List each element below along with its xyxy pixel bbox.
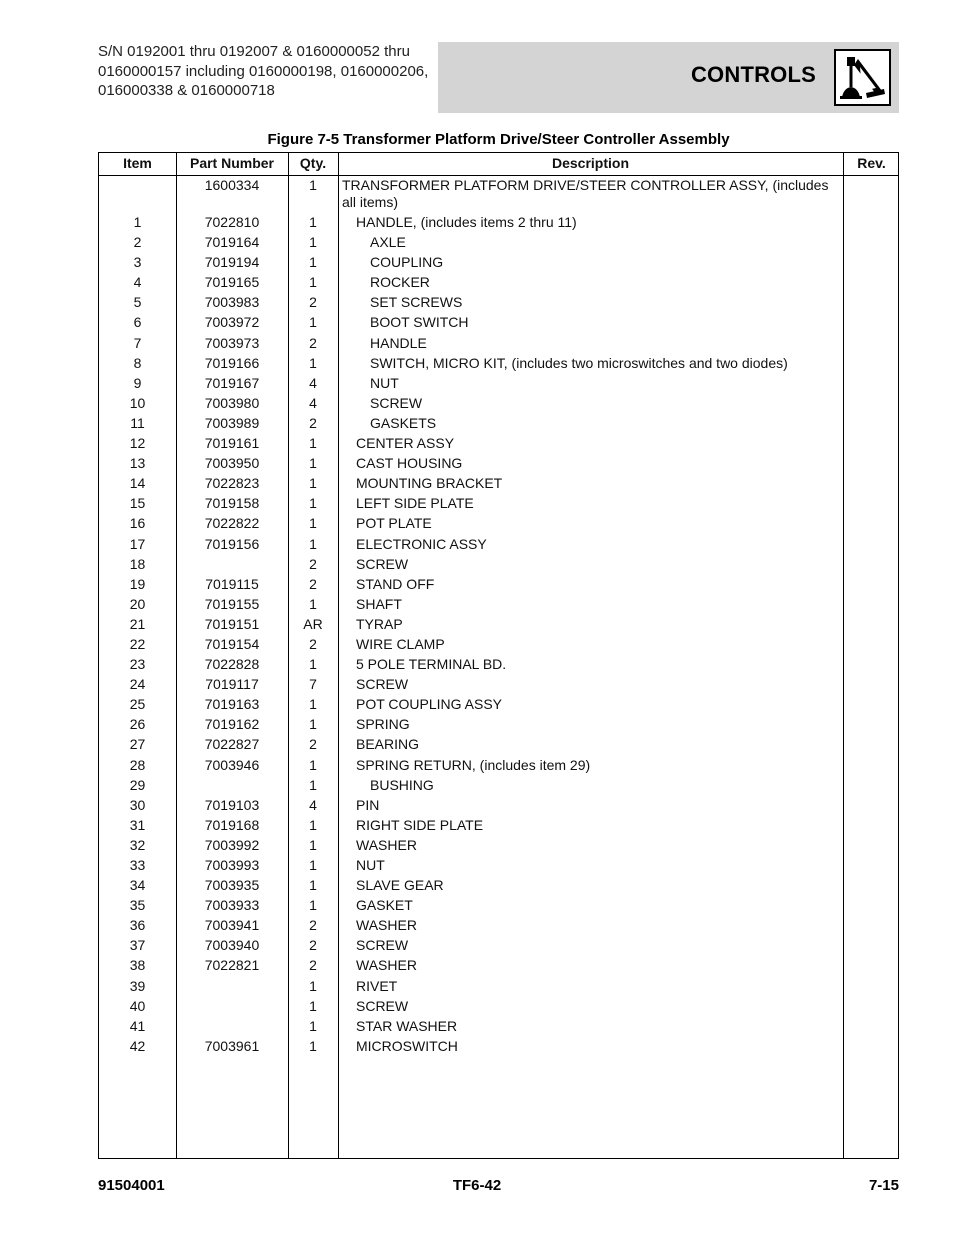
table-row (99, 615, 898, 635)
qty-cell: 1 (309, 535, 317, 552)
description-cell: 5 POLE TERMINAL BD. (356, 656, 507, 673)
serial-number-range: S/N 0192001 thru 0192007 & 0160000052 thru 0160000157 including 0160000198, 0160000206, 016000338 & 0160000718 (98, 43, 429, 99)
item-number-cell: 28 (129, 756, 146, 773)
table-row (99, 635, 898, 655)
description-cell: STAND OFF (356, 575, 435, 592)
qty-cell: 1 (309, 877, 317, 894)
part-number-cell: 7019103 (204, 796, 260, 813)
description-cell: ELECTRONIC ASSY (356, 535, 487, 552)
table-row (99, 595, 898, 615)
item-number-cell: 22 (129, 635, 146, 652)
part-number-cell: 7019117 (205, 676, 259, 693)
item-number-cell: 3 (133, 254, 142, 271)
qty-cell: 4 (309, 796, 317, 813)
description-cell: SCREW (370, 394, 423, 411)
part-number-cell: 7003973 (204, 334, 260, 351)
description-cell: MICROSWITCH (356, 1037, 458, 1054)
qty-cell: 1 (309, 897, 317, 914)
table-row (99, 756, 898, 776)
table-row (99, 856, 898, 876)
description-cell: SET SCREWS (370, 294, 463, 311)
header-rev: Rev. (857, 155, 886, 171)
item-number-cell: 37 (129, 937, 146, 954)
item-number-cell: 23 (129, 656, 146, 673)
description-cell: POT PLATE (356, 515, 432, 532)
description-cell: BOOT SWITCH (370, 314, 469, 331)
qty-cell: 1 (309, 857, 317, 873)
description-cell: WASHER (356, 836, 417, 853)
item-number-cell: 34 (129, 877, 146, 894)
description-cell: GASKETS (370, 414, 437, 431)
qty-cell: 1 (309, 177, 317, 193)
figure-title: Figure 7-5 Transformer Platform Drive/Steer Controller Assembly (267, 131, 730, 148)
section-title: CONTROLS (690, 62, 816, 87)
part-number-cell: 7003993 (204, 857, 260, 873)
qty-cell: 1 (309, 776, 317, 793)
section-banner (438, 42, 899, 113)
description-cell: SPRING (356, 716, 410, 733)
qty-cell: 1 (309, 595, 317, 612)
part-number-cell: 7019154 (204, 635, 260, 652)
header-description: Description (551, 155, 629, 171)
item-number-cell: 13 (129, 455, 146, 472)
part-number-cell: 7019155 (204, 595, 260, 612)
part-number-cell: 7003961 (204, 1037, 260, 1054)
qty-cell: 1 (309, 234, 317, 251)
table-row (99, 474, 898, 494)
table-row (99, 977, 898, 997)
description-cell: POT COUPLING ASSY (356, 696, 503, 713)
table-row (99, 494, 898, 514)
qty-cell: 1 (309, 515, 317, 532)
description-cell: CAST HOUSING (356, 455, 463, 472)
description-cell: LEFT SIDE PLATE (356, 495, 474, 512)
qty-cell: 1 (309, 495, 317, 512)
item-number-cell: 42 (129, 1037, 146, 1054)
item-number-cell: 26 (129, 716, 146, 733)
part-number-cell: 7019151 (204, 615, 260, 632)
description-cell: NUT (370, 374, 399, 391)
table-row (99, 1037, 898, 1057)
qty-cell: 2 (309, 334, 317, 351)
item-number-cell: 16 (129, 515, 146, 532)
qty-cell: 2 (309, 937, 317, 954)
description-cell: SHAFT (356, 595, 402, 612)
header-part-number: Part Number (189, 155, 275, 171)
description-cell: RIGHT SIDE PLATE (356, 816, 484, 833)
table-header-row (99, 153, 898, 176)
description-cell: HANDLE (370, 334, 427, 351)
item-number-cell: 30 (129, 796, 146, 813)
qty-cell: 1 (309, 656, 317, 673)
table-row (99, 414, 898, 434)
description-cell: AXLE (370, 234, 406, 251)
table-row (99, 233, 898, 253)
item-number-cell: 24 (129, 676, 146, 693)
description-cell: WASHER (356, 917, 417, 934)
description-cell: CENTER ASSY (356, 435, 455, 452)
part-number-cell: 7022827 (204, 736, 260, 753)
description-cell: GASKET (356, 897, 413, 914)
description-cell: BUSHING (370, 776, 434, 793)
table-row (99, 176, 898, 213)
item-number-cell: 14 (129, 475, 146, 492)
table-row (99, 575, 898, 595)
qty-cell: 1 (309, 836, 317, 853)
qty-cell: 1 (309, 716, 317, 733)
qty-cell: 1 (309, 756, 317, 773)
item-number-cell: 12 (129, 435, 146, 452)
table-row (99, 796, 898, 816)
part-number-cell: 7019164 (204, 234, 260, 251)
part-number-cell: 7019165 (204, 274, 260, 291)
qty-cell: 2 (309, 414, 317, 431)
part-number-cell: 7022810 (204, 214, 260, 230)
description-cell: TRANSFORMER PLATFORM DRIVE/STEER CONTROLLER ASSY, (includes all items) (342, 177, 829, 210)
item-number-cell: 25 (129, 696, 146, 713)
item-number-cell: 8 (133, 354, 142, 371)
table-row (99, 936, 898, 956)
table-row (99, 896, 898, 916)
item-number-cell: 4 (133, 274, 142, 291)
item-number-cell: 33 (129, 857, 146, 873)
qty-cell: 1 (309, 696, 317, 713)
table-row (99, 273, 898, 293)
qty-cell: 7 (309, 676, 317, 693)
description-cell: NUT (356, 857, 385, 873)
qty-cell: AR (303, 615, 323, 632)
description-cell: SCREW (356, 997, 409, 1014)
item-number-cell: 31 (129, 816, 146, 833)
part-number-cell: 1600334 (204, 177, 260, 193)
qty-cell: 1 (309, 214, 317, 230)
qty-cell: 2 (309, 736, 317, 753)
item-number-cell: 35 (129, 897, 146, 914)
table-row (99, 535, 898, 555)
part-number-cell: 7003972 (204, 314, 260, 331)
part-number-cell: 7003992 (204, 836, 260, 853)
description-cell: SWITCH, MICRO KIT, (includes two microswitches and two diodes) (370, 354, 788, 371)
qty-cell: 2 (309, 555, 317, 572)
part-number-cell: 7019158 (204, 495, 260, 512)
part-number-cell: 7003935 (204, 877, 260, 894)
description-cell: ROCKER (370, 274, 430, 291)
item-number-cell: 29 (129, 776, 146, 793)
description-cell: PIN (356, 796, 380, 813)
table-row (99, 213, 898, 233)
qty-cell: 2 (309, 917, 317, 934)
item-number-cell: 40 (129, 997, 146, 1014)
part-number-cell: 7019194 (204, 254, 260, 271)
item-number-cell: 32 (129, 836, 146, 853)
description-cell: RIVET (356, 977, 398, 994)
item-number-cell: 36 (129, 917, 146, 934)
qty-cell: 1 (309, 816, 317, 833)
table-row (99, 776, 898, 796)
model-number: TF6-42 (452, 1177, 502, 1194)
qty-cell: 1 (309, 1037, 317, 1054)
table-row (99, 394, 898, 414)
item-number-cell: 39 (129, 977, 146, 994)
joystick-icon (834, 49, 891, 106)
table-row (99, 374, 898, 394)
item-number-cell: 11 (130, 414, 145, 431)
item-number-cell: 9 (133, 374, 142, 391)
description-cell: SCREW (356, 555, 409, 572)
part-number-cell: 7003933 (204, 897, 260, 914)
item-number-cell: 27 (129, 736, 146, 753)
item-number-cell: 6 (133, 314, 142, 331)
item-number-cell: 18 (129, 555, 146, 572)
item-number-cell: 21 (129, 615, 146, 632)
part-number-cell: 7019167 (204, 374, 260, 391)
part-number-cell: 7019168 (204, 816, 260, 833)
item-number-cell: 19 (129, 575, 146, 592)
description-cell: SPRING RETURN, (includes item 29) (356, 756, 591, 773)
part-number-cell: 7019162 (204, 716, 260, 733)
qty-cell: 4 (309, 394, 317, 411)
item-number-cell: 38 (129, 957, 146, 974)
qty-cell: 1 (309, 354, 317, 371)
description-cell: SLAVE GEAR (356, 877, 444, 894)
table-row (99, 293, 898, 313)
table-row (99, 735, 898, 755)
part-number-cell: 7019115 (205, 575, 259, 592)
description-cell: SCREW (356, 676, 409, 693)
item-number-cell: 20 (129, 595, 146, 612)
table-row (99, 916, 898, 936)
table-row (99, 354, 898, 374)
description-cell: SCREW (356, 937, 409, 954)
part-number-cell: 7022828 (204, 656, 260, 673)
part-number-cell: 7003983 (204, 294, 260, 311)
qty-cell: 2 (309, 294, 317, 311)
table-row (99, 836, 898, 856)
part-number-cell: 7022823 (204, 475, 260, 492)
item-number-cell: 2 (133, 234, 142, 251)
qty-cell: 1 (309, 314, 317, 331)
table-row (99, 454, 898, 474)
description-cell: MOUNTING BRACKET (356, 475, 503, 492)
qty-cell: 1 (309, 274, 317, 291)
description-cell: BEARING (356, 736, 420, 753)
table-row (99, 715, 898, 735)
item-number-cell: 1 (133, 214, 142, 230)
item-number-cell: 5 (133, 294, 142, 311)
part-number-cell: 7019163 (204, 696, 260, 713)
qty-cell: 2 (309, 635, 317, 652)
part-number-cell: 7019156 (204, 535, 260, 552)
table-row (99, 816, 898, 836)
description-cell: COUPLING (370, 254, 444, 271)
description-cell: WASHER (356, 957, 417, 974)
part-number-cell: 7019161 (204, 435, 260, 452)
qty-cell: 1 (309, 254, 317, 271)
qty-cell: 1 (309, 475, 317, 492)
part-number-cell: 7022821 (204, 957, 260, 974)
part-number-cell: 7003989 (204, 414, 260, 431)
part-number-cell: 7019166 (204, 354, 260, 371)
doc-number: 91504001 (98, 1177, 165, 1194)
description-cell: WIRE CLAMP (356, 635, 445, 652)
table-row (99, 313, 898, 333)
description-cell: TYRAP (356, 615, 403, 632)
part-number-cell: 7022822 (204, 515, 260, 532)
table-row (99, 675, 898, 695)
table-row (99, 695, 898, 715)
page-number: 7-15 (868, 1177, 899, 1194)
table-row (99, 434, 898, 454)
part-number-cell: 7003946 (204, 756, 260, 773)
description-cell: HANDLE, (includes items 2 thru 11) (356, 214, 577, 230)
part-number-cell: 7003980 (204, 394, 260, 411)
parts-table (98, 152, 899, 1159)
qty-cell: 2 (309, 957, 317, 974)
item-number-cell: 10 (129, 394, 146, 411)
table-row (99, 555, 898, 575)
table-body (99, 176, 898, 1057)
qty-cell: 1 (309, 455, 317, 472)
table-row (99, 655, 898, 675)
item-number-cell: 17 (129, 535, 146, 552)
header-qty: Qty. (299, 155, 327, 171)
item-number-cell: 15 (129, 495, 146, 512)
table-row (99, 514, 898, 534)
qty-cell: 1 (309, 435, 317, 452)
part-number-cell: 7003941 (204, 917, 260, 934)
qty-cell: 1 (309, 997, 317, 1014)
table-row (99, 997, 898, 1017)
table-row (99, 956, 898, 976)
qty-cell: 4 (309, 374, 317, 391)
item-number-cell: 7 (133, 334, 142, 351)
table-row (99, 876, 898, 896)
description-cell: STAR WASHER (356, 1017, 458, 1034)
item-number-cell: 41 (129, 1017, 146, 1034)
qty-cell: 1 (309, 1017, 317, 1034)
qty-cell: 2 (309, 575, 317, 592)
qty-cell: 1 (309, 977, 317, 994)
table-row (99, 253, 898, 273)
part-number-cell: 7003940 (204, 937, 260, 954)
table-row (99, 1017, 898, 1037)
header-item: Item (123, 155, 152, 171)
part-number-cell: 7003950 (204, 455, 260, 472)
table-row (99, 334, 898, 354)
